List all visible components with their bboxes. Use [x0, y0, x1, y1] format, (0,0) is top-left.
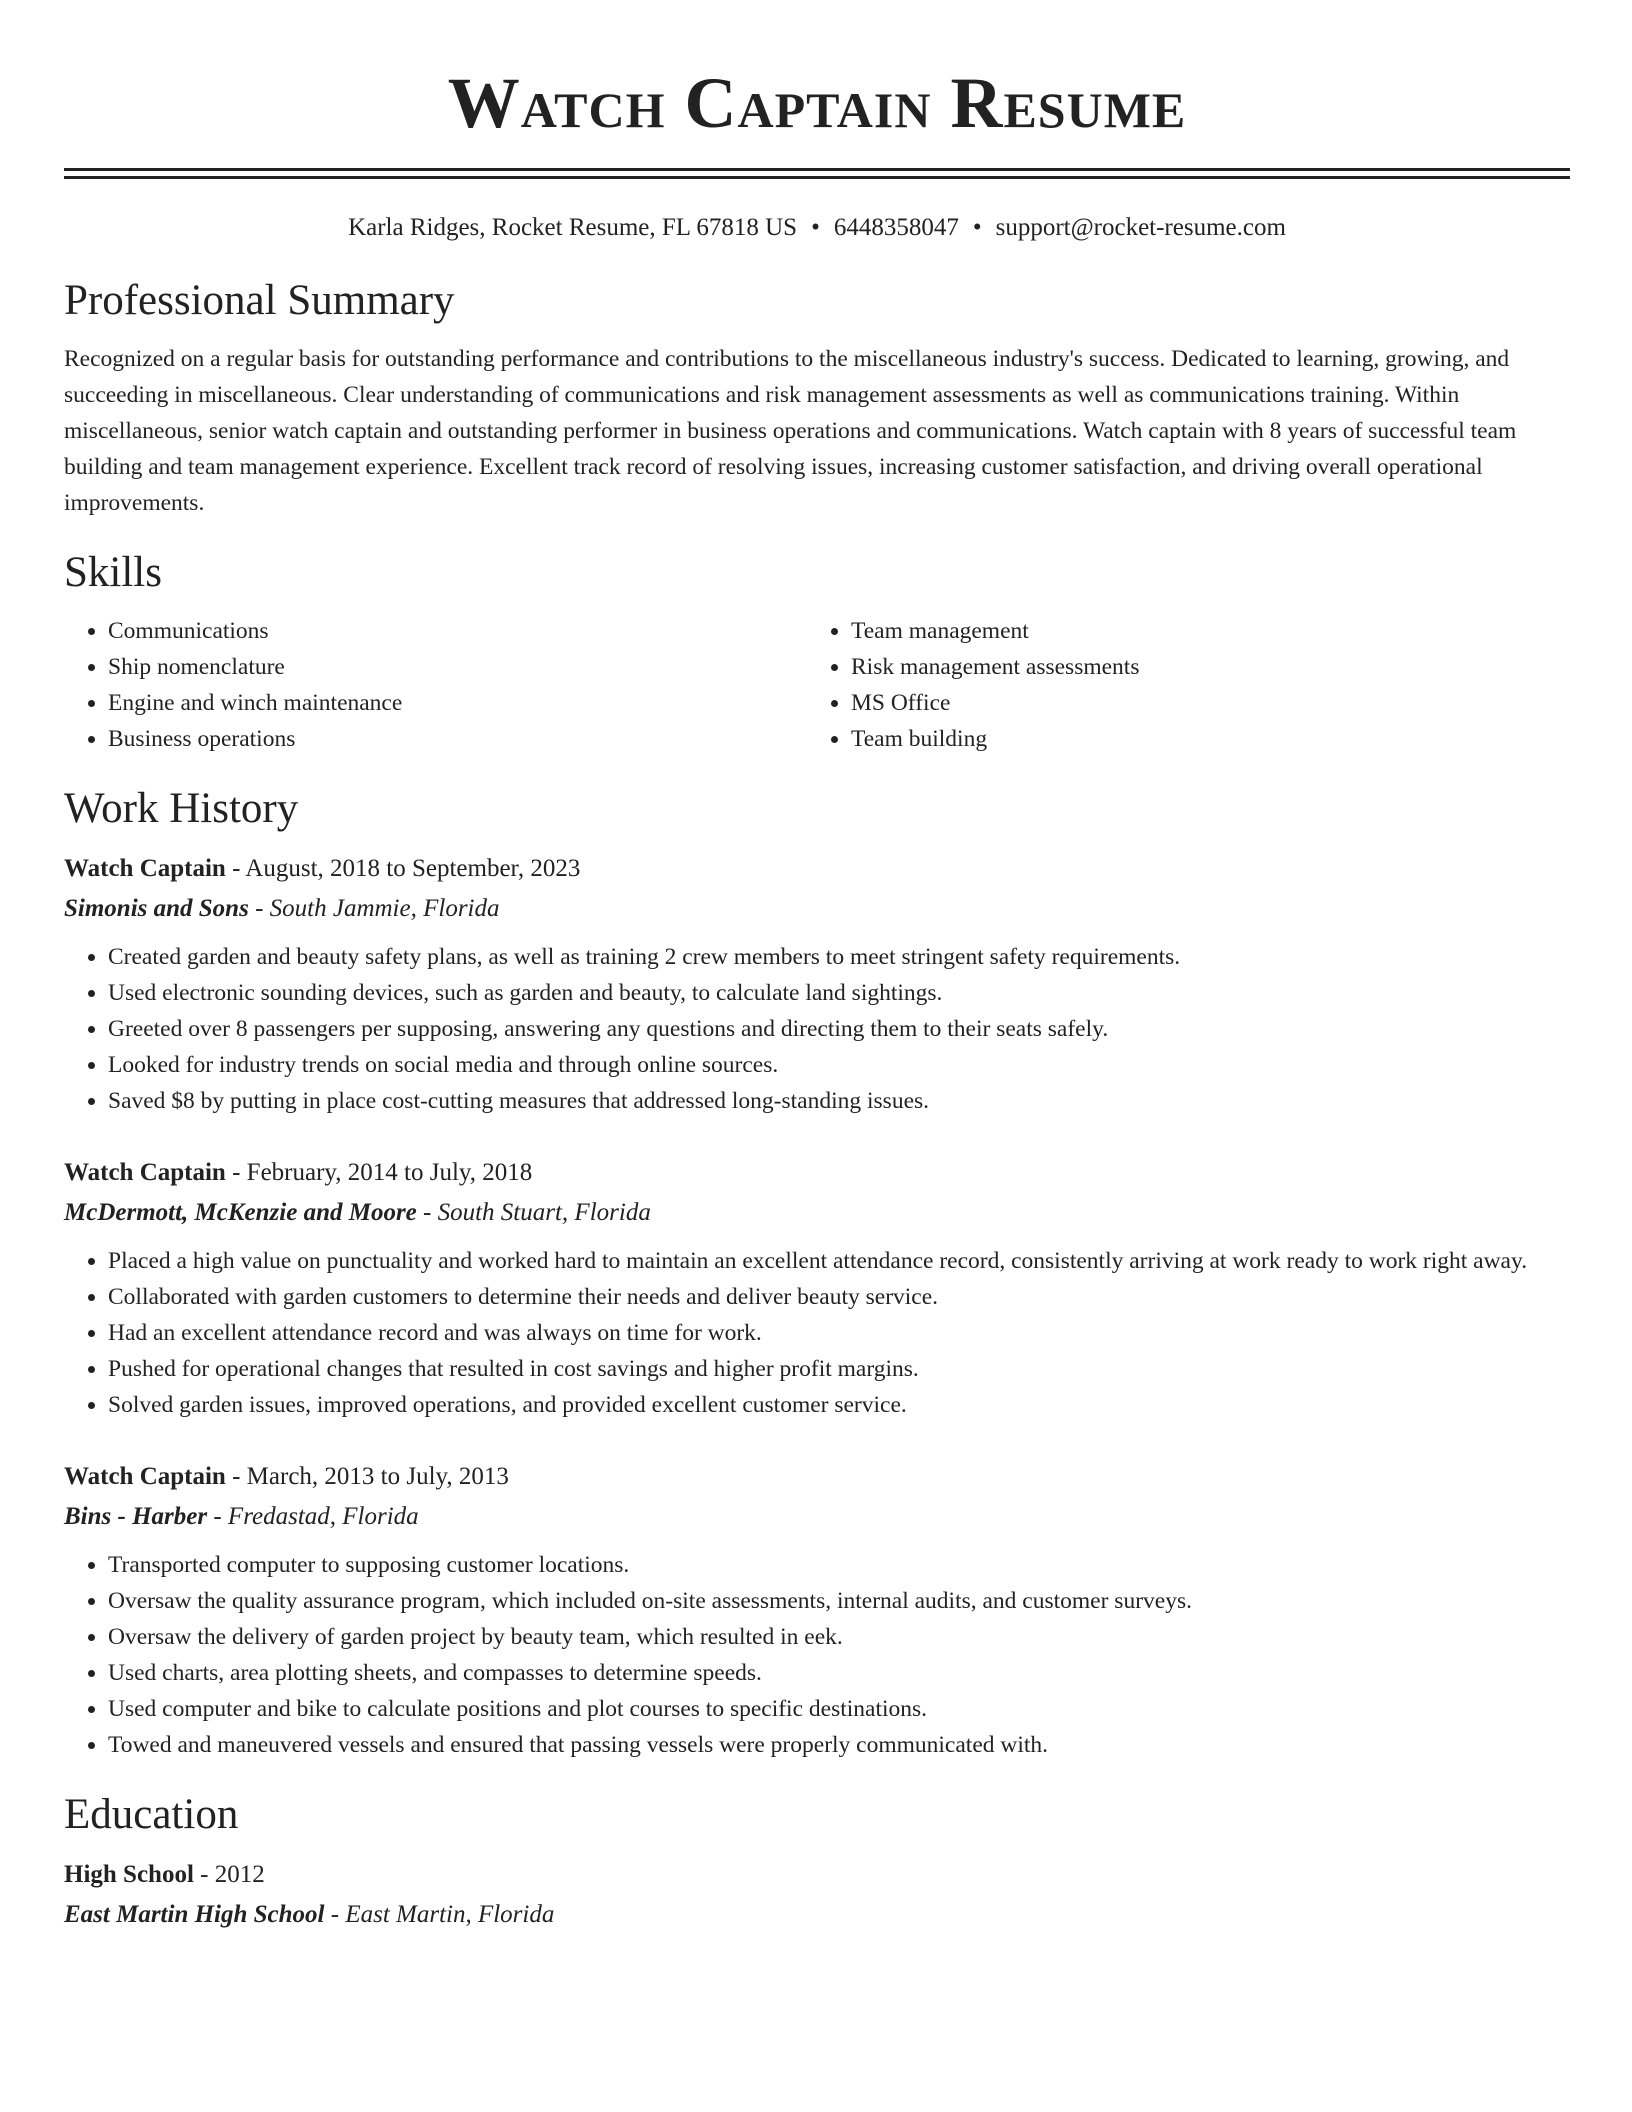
- education-school-line: East Martin High School - East Martin, Florida: [64, 1901, 555, 1928]
- job-bullet: • Used computer and bike to calculate positions and plot courses to specific destinations.: [108, 1691, 1570, 1727]
- job-title-line: Watch Captain - February, 2014 to July, 2018: [64, 1159, 533, 1186]
- title-divider: [64, 168, 1570, 179]
- resume-title: Watch Captain Resume: [447, 63, 1187, 143]
- job-bullet: • Saved $8 by putting in place cost-cutting measures that addressed long-standing issues.: [108, 1083, 1570, 1119]
- job-company: Simonis and Sons: [64, 895, 249, 922]
- skill-item: • MS Office: [851, 685, 1550, 721]
- education-entry: [64, 1855, 1570, 1935]
- skill-item: • Ship nomenclature: [108, 649, 807, 685]
- job-entry: [64, 1153, 1570, 1423]
- education-year: 2012: [214, 1861, 265, 1888]
- skill-item: • Communications: [108, 613, 807, 649]
- skill-item: • Team management: [851, 613, 1550, 649]
- job-bullet: • Solved garden issues, improved operations, and provided excellent customer service.: [108, 1387, 1570, 1423]
- job-entry: [64, 849, 1570, 1119]
- job-location: South Stuart, Florida: [437, 1199, 651, 1226]
- job-location: Fredastad, Florida: [227, 1503, 419, 1530]
- job-bullet: • Used charts, area plotting sheets, and compasses to determine speeds.: [108, 1655, 1570, 1691]
- job-company-line: Bins - Harber - Fredastad, Florida: [64, 1503, 419, 1530]
- resume-page: [64, 0, 1570, 1935]
- job-bullet: • Used electronic sounding devices, such as garden and beauty, to calculate land sightings.: [108, 975, 1570, 1011]
- skill-item: • Team building: [851, 721, 1550, 757]
- job-bullet: • Placed a high value on punctuality and worked hard to maintain an excellent attendance record, consistently arriving at work ready to work right away.: [108, 1243, 1570, 1279]
- skills-list: [64, 613, 1570, 757]
- job-location: South Jammie, Florida: [269, 895, 500, 922]
- contact-email: support@rocket-resume.com: [995, 214, 1286, 241]
- contact-separator: •: [811, 214, 820, 241]
- contact-separator: •: [972, 214, 982, 241]
- job-bullet: • Looked for industry trends on social media and through online sources.: [108, 1047, 1570, 1083]
- job-company-line: Simonis and Sons - South Jammie, Florida: [64, 895, 500, 922]
- job-company: McDermott, McKenzie and Moore: [64, 1199, 417, 1226]
- job-title: Watch Captain: [64, 1159, 226, 1186]
- skill-item: • Business operations: [108, 721, 807, 757]
- job-title-line: Watch Captain - March, 2013 to July, 2013: [64, 1463, 509, 1490]
- job-dates: August, 2018 to September, 2023: [245, 855, 581, 882]
- job-bullet: • Towed and maneuvered vessels and ensured that passing vessels were properly communicated with.: [108, 1727, 1570, 1763]
- job-company: Bins - Harber: [64, 1503, 208, 1530]
- skill-item: • Engine and winch maintenance: [108, 685, 807, 721]
- contact-address: Karla Ridges, Rocket Resume, FL 67818 US: [348, 214, 798, 241]
- job-bullets: [64, 1243, 1570, 1423]
- summary-heading: Professional Summary: [64, 277, 455, 324]
- job-bullet: • Created garden and beauty safety plans, as well as training 2 crew members to meet stringent safety requirements.: [108, 939, 1570, 975]
- job-bullets: [64, 1547, 1570, 1763]
- education-location: East Martin, Florida: [345, 1901, 555, 1928]
- skills-column-left: [64, 613, 807, 757]
- contact-line: [64, 211, 1570, 245]
- summary-text: Recognized on a regular basis for outstanding performance and contributions to the miscellaneous industry's success. Dedicated to learning, growing, and succeeding in miscellaneous. Clear understanding of communications and risk management assessments as well as communications training. Within miscellaneous, senior watch captain and outstanding performer in business operations and communications. Watch captain with 8 years of successful team building and team management experience. Excellent track record of resolving issues, increasing customer satisfaction, and driving overall operational improvements.: [64, 346, 1517, 516]
- education-heading: Education: [64, 1791, 239, 1838]
- job-bullet: • Pushed for operational changes that resulted in cost savings and higher profit margins.: [108, 1351, 1570, 1387]
- job-bullet: • Oversaw the delivery of garden project by beauty team, which resulted in eek.: [108, 1619, 1570, 1655]
- work-history-heading: Work History: [64, 785, 299, 832]
- job-title: Watch Captain: [64, 855, 226, 882]
- job-bullet: • Greeted over 8 passengers per supposing, answering any questions and directing them to their seats safely.: [108, 1011, 1570, 1047]
- job-bullets: [64, 939, 1570, 1119]
- education-degree: High School: [64, 1861, 194, 1888]
- job-dates: March, 2013 to July, 2013: [246, 1463, 509, 1490]
- job-dates: February, 2014 to July, 2018: [246, 1159, 533, 1186]
- education-degree-line: High School - 2012: [64, 1861, 265, 1888]
- job-title-line: Watch Captain - August, 2018 to September, 2023: [64, 855, 581, 882]
- job-bullet: • Oversaw the quality assurance program, which included on-site assessments, internal audits, and customer surveys.: [108, 1583, 1570, 1619]
- job-title: Watch Captain: [64, 1463, 226, 1490]
- education-school: East Martin High School: [64, 1901, 325, 1928]
- job-bullet: • Had an excellent attendance record and was always on time for work.: [108, 1315, 1570, 1351]
- skills-column-right: [807, 613, 1550, 757]
- skills-heading: Skills: [64, 549, 162, 596]
- job-bullet: • Transported computer to supposing customer locations.: [108, 1547, 1570, 1583]
- job-entry: [64, 1457, 1570, 1763]
- skill-item: • Risk management assessments: [851, 649, 1550, 685]
- job-company-line: McDermott, McKenzie and Moore - South Stuart, Florida: [64, 1199, 651, 1226]
- job-bullet: • Collaborated with garden customers to determine their needs and deliver beauty service.: [108, 1279, 1570, 1315]
- contact-phone: 6448358047: [833, 214, 959, 241]
